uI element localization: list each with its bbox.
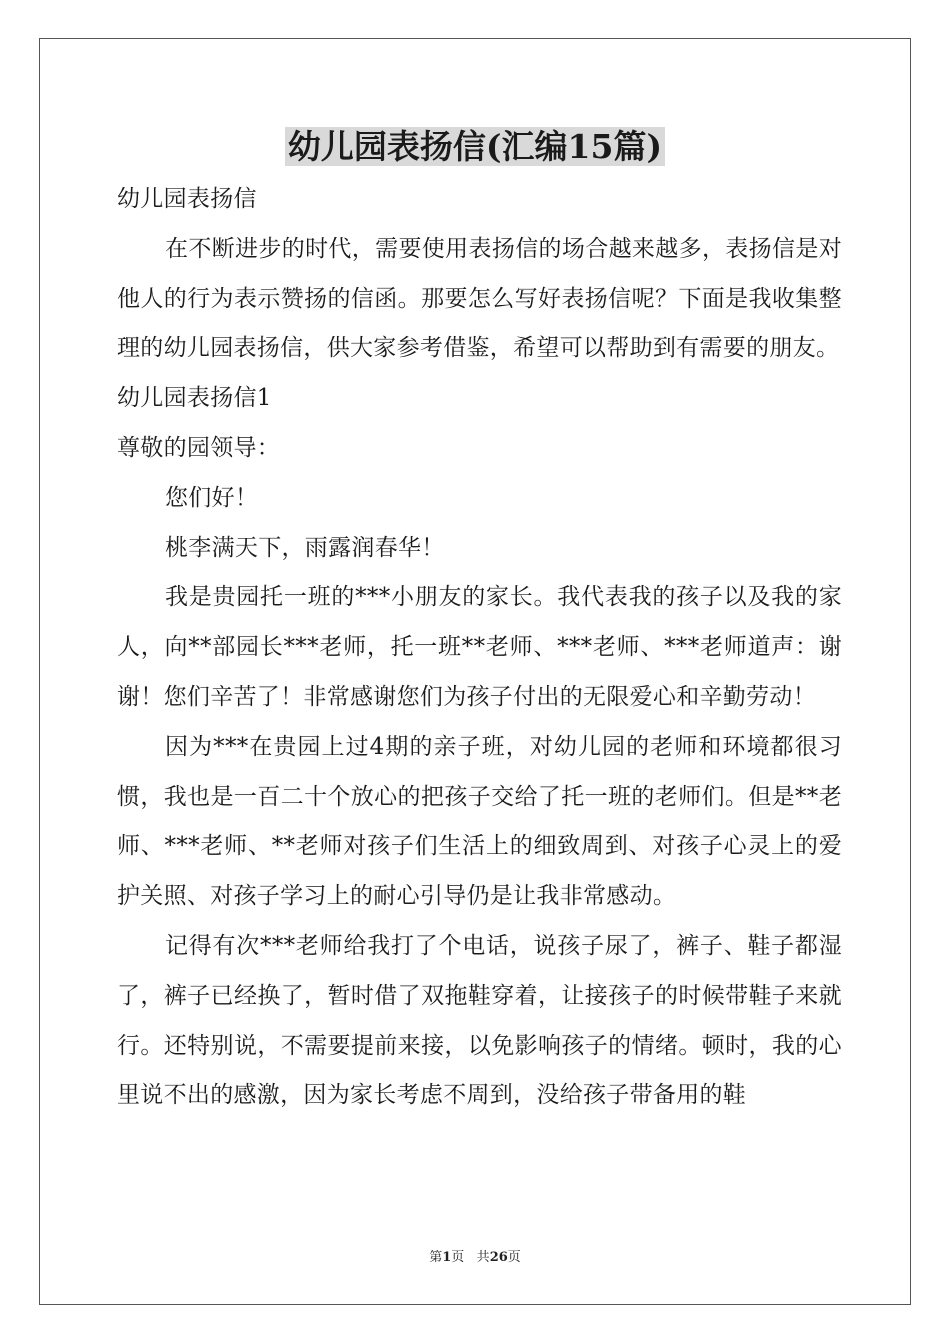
footer-total-prefix: 共 xyxy=(476,1250,490,1265)
paragraph: 在不断进步的时代，需要使用表扬信的场合越来越多，表扬信是对他人的行为表示赞扬的信函。那要怎么写好表扬信呢？下面是我收集整理的幼儿园表扬信，供大家参考借鉴，希望可以帮助到有需要的朋友。 xyxy=(117,235,842,362)
paragraph: 因为***在贵园上过4期的亲子班，对幼儿园的老师和环境都很习惯，我也是一百二十个放心的把孩子交给了托一班的老师们。但是**老师、***老师、**老师对孩子们生活上的细致周到、对孩子心灵上的爱护关照、对孩子学习上的耐心引导仍是让我非常感动。 xyxy=(117,733,842,910)
document-title-text: 幼儿园表扬信(汇编15篇) xyxy=(285,127,665,166)
paragraph: 您们好！ xyxy=(165,484,259,511)
paragraph: 幼儿园表扬信1 xyxy=(117,385,272,412)
footer-page-suffix: 页 xyxy=(451,1250,465,1265)
paragraph: 我是贵园托一班的***小朋友的家长。我代表我的孩子以及我的家人，向**部园长***老师，托一班**老师、***老师、***老师道声：谢谢！您们辛苦了！非常感谢您们为孩子付出的无限爱心和辛勤劳动！ xyxy=(117,584,842,710)
footer-page-number: 1 xyxy=(442,1250,452,1265)
paragraph: 记得有次***老师给我打了个电话，说孩子尿了，裤子、鞋子都湿了，裤子已经换了，暂时借了双拖鞋穿着，让接孩子的时候带鞋子来就行。还特别说，不需要提前来接，以免影响孩子的情绪。顿时，我的心里说不出的感激，因为家长考虑不周到，没给孩子带备用的鞋 xyxy=(117,932,842,1109)
page-footer xyxy=(0,1246,950,1265)
document-title xyxy=(0,125,950,169)
paragraph: 尊敬的园领导： xyxy=(117,434,281,461)
document-body xyxy=(117,175,842,1121)
paragraph: 幼儿园表扬信 xyxy=(117,186,257,212)
footer-prefix: 第 xyxy=(429,1250,443,1265)
footer-total-suffix: 页 xyxy=(507,1250,521,1265)
footer-total-pages: 26 xyxy=(489,1250,508,1265)
paragraph: 桃李满天下，雨露润春华！ xyxy=(165,534,445,561)
